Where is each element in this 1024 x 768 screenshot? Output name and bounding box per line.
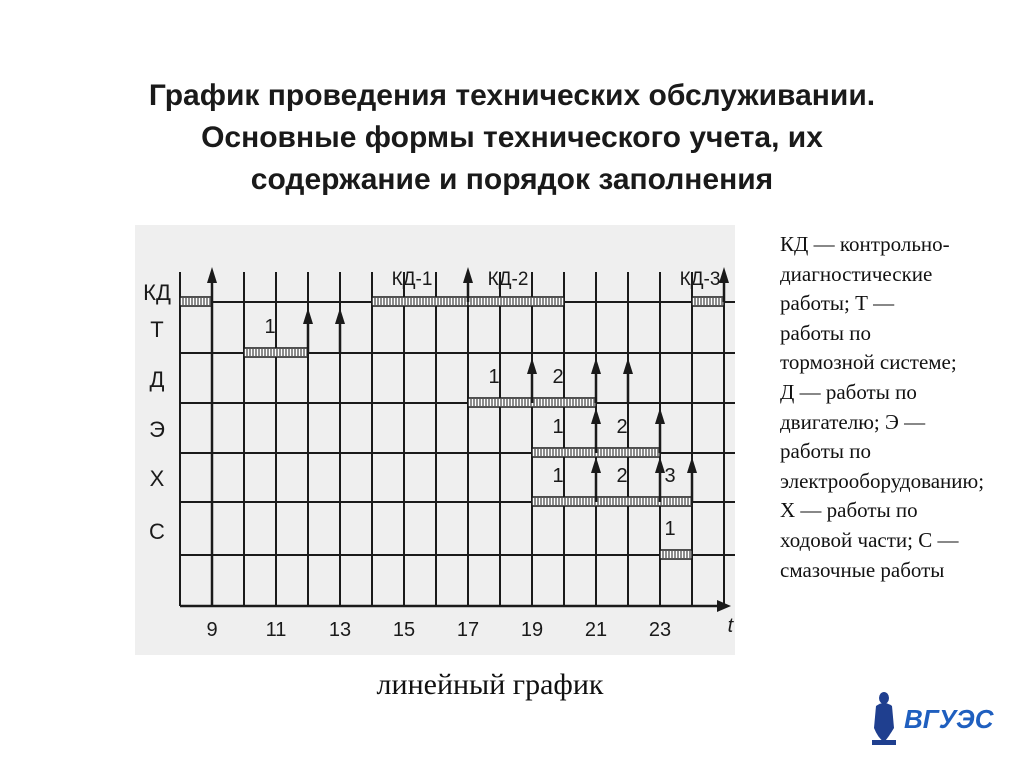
- university-logo: [868, 688, 996, 746]
- arrow-number-label: 3: [664, 465, 676, 487]
- x-tick-label: 19: [520, 619, 544, 641]
- up-arrow-head: [463, 267, 473, 283]
- x-tick-label: 11: [265, 619, 287, 641]
- up-arrow-head: [527, 358, 537, 374]
- title-line-3: содержание и порядок заполнения: [250, 163, 774, 196]
- up-arrow-head: [719, 267, 729, 283]
- x-tick-label: 15: [392, 619, 416, 641]
- up-arrow-head: [303, 308, 313, 324]
- up-arrow-head: [591, 457, 601, 473]
- logo-figure-icon: [872, 692, 896, 745]
- x-tick-label: 17: [456, 619, 480, 641]
- row-label: КД: [143, 280, 171, 305]
- arrow-number-label: 1: [664, 518, 676, 540]
- chart-caption: линейный график: [376, 668, 604, 701]
- arrow-number-label: 2: [616, 416, 628, 438]
- x-tick-label: 23: [648, 619, 672, 641]
- up-arrow-head: [335, 308, 345, 324]
- linear-schedule-chart: [135, 225, 735, 655]
- arrow-number-label: 1: [264, 316, 276, 338]
- arrow-number-label: 2: [616, 465, 628, 487]
- x-tick-label: 9: [206, 619, 218, 641]
- arrow-number-label: 1: [552, 416, 564, 438]
- arrow-number-label: 1: [552, 465, 564, 487]
- x-tick-label: 13: [328, 619, 352, 641]
- up-arrow-head: [623, 358, 633, 374]
- legend-text: КД — контрольно-диагностические работы; Т — работы по тормозной системе; Д — работы по двигателю; Э — работы по электрооборудованию; Х — работы по ходовой части; С — смазочные работы: [780, 232, 985, 582]
- row-label: Т: [150, 317, 164, 342]
- up-arrow-head: [655, 408, 665, 424]
- logo-text: ВГУЭС: [904, 704, 994, 734]
- x-axis-title: t: [727, 615, 734, 637]
- top-label: КД-2: [487, 269, 529, 290]
- x-tick-label: 21: [584, 619, 608, 641]
- up-arrow-head: [591, 358, 601, 374]
- chart-svg: [135, 225, 735, 655]
- row-label: Э: [149, 417, 165, 442]
- row-label: С: [149, 519, 165, 544]
- arrow-number-label: 1: [488, 366, 500, 388]
- top-label: КД-1: [391, 269, 433, 290]
- up-arrow-head: [207, 267, 217, 283]
- top-label: КД-3: [679, 269, 721, 290]
- row-label: Д: [149, 367, 165, 392]
- up-arrow-head: [591, 408, 601, 424]
- title-line-2: Основные формы технического учета, их: [201, 121, 823, 154]
- title-line-1: График проведения технических обслуживании.: [148, 79, 876, 112]
- up-arrow-head: [687, 457, 697, 473]
- row-label: Х: [149, 466, 165, 491]
- arrow-number-label: 2: [552, 366, 564, 388]
- slide-title: [60, 75, 964, 201]
